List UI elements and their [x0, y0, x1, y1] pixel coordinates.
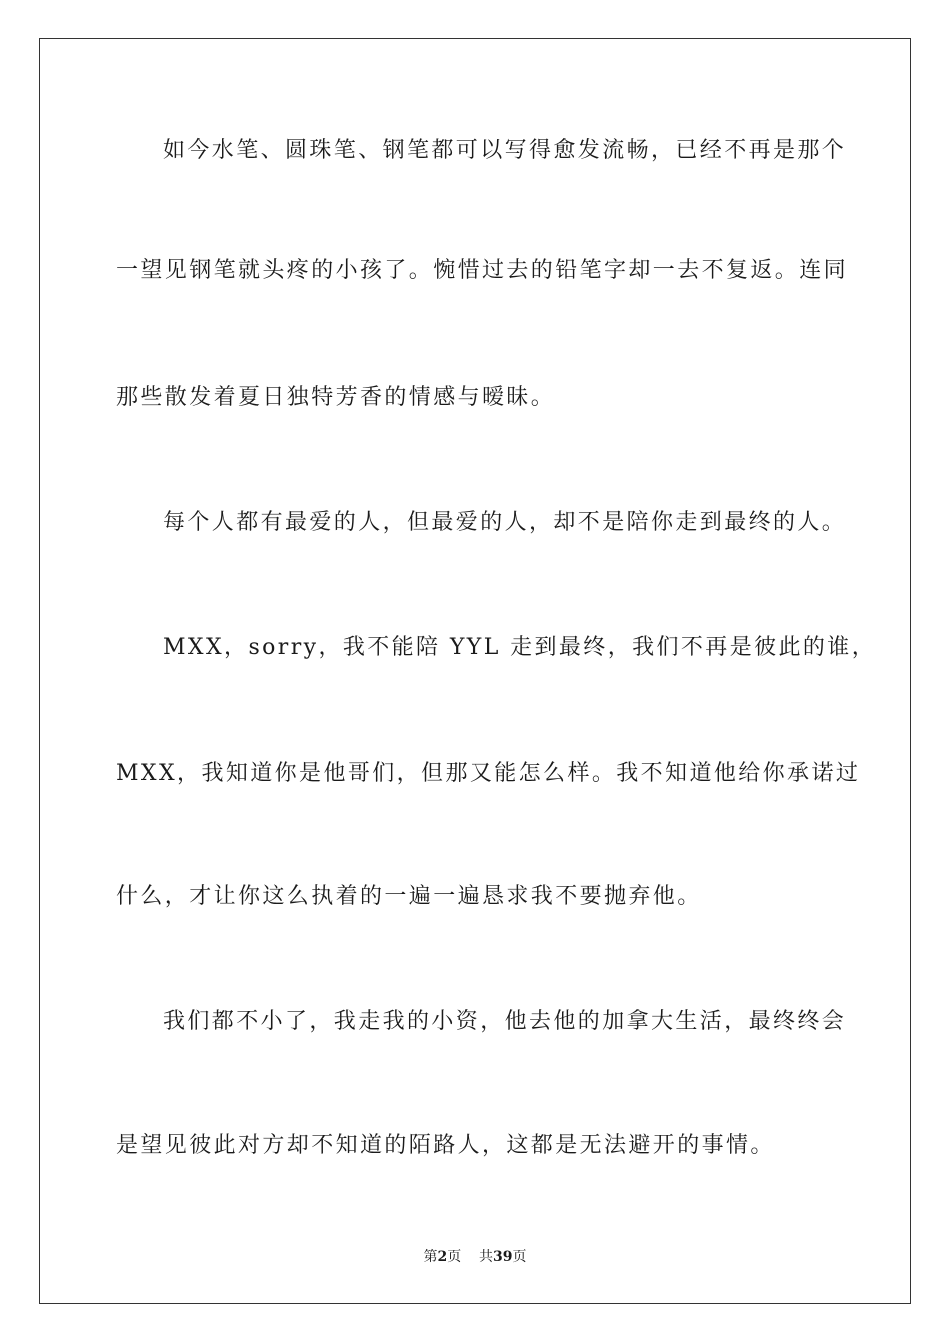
page-footer: [0, 1247, 950, 1267]
paragraph-3-line-3: 什么，才让你这么执着的一遍一遍恳求我不要抛弃他。: [116, 884, 702, 909]
paragraph-1-line-3: 那些散发着夏日独特芳香的情感与暧昧。: [116, 385, 556, 410]
page-suffix: 页: [447, 1249, 462, 1265]
total-prefix: 共: [479, 1249, 494, 1265]
paragraph-1-line-1: 如今水笔、圆珠笔、钢笔都可以写得愈发流畅，已经不再是那个: [163, 138, 847, 163]
page-current-number: 2: [437, 1249, 448, 1265]
total-suffix: 页: [512, 1249, 527, 1265]
paragraph-1-line-2: 一望见钢笔就头疼的小孩了。惋惜过去的铅笔字却一去不复返。连同: [116, 258, 849, 283]
paragraph-4-line-2: 是望见彼此对方却不知道的陌路人，这都是无法避开的事情。: [116, 1133, 775, 1158]
paragraph-2-line-1: 每个人都有最爱的人，但最爱的人，却不是陪你走到最终的人。: [163, 510, 847, 535]
paragraph-3-line-2: MXX，我知道你是他哥们，但那又能怎么样。我不知道他给你承诺过: [116, 761, 861, 786]
paragraph-4-line-1: 我们都不小了，我走我的小资，他去他的加拿大生活，最终终会: [163, 1009, 847, 1034]
page-frame: [39, 38, 911, 1304]
page-prefix: 第: [423, 1249, 438, 1265]
page-total-number: 39: [493, 1249, 513, 1265]
paragraph-3-line-1: MXX，sorry，我不能陪 YYL 走到最终，我们不再是彼此的谁，: [163, 635, 877, 660]
